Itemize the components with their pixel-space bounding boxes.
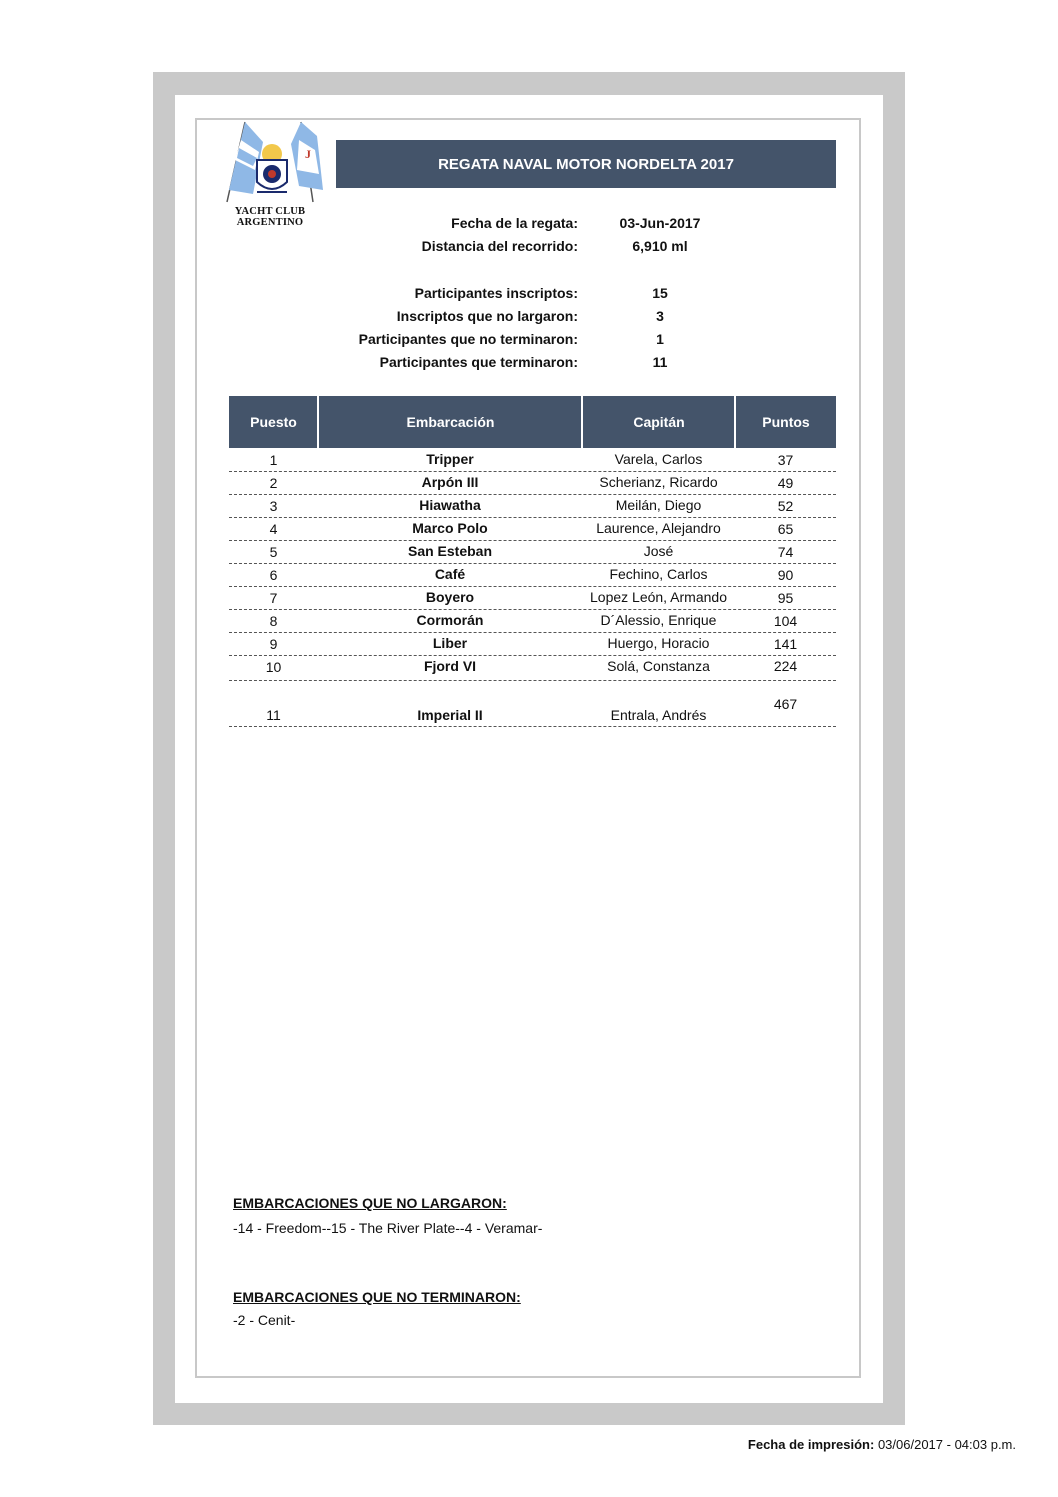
page-title: REGATA NAVAL MOTOR NORDELTA 2017 bbox=[336, 140, 836, 188]
cell-puntos: 90 bbox=[777, 567, 794, 583]
no-largaron-title: EMBARCACIONES QUE NO LARGARON: bbox=[233, 1195, 507, 1211]
info-value-fecha: 03-Jun-2017 bbox=[619, 215, 701, 231]
cell-puntos: 49 bbox=[777, 475, 794, 491]
info-value-terminaron: 11 bbox=[652, 354, 668, 370]
cell-embarcacion: Hiawatha bbox=[419, 497, 481, 513]
info-value-no-largaron: 3 bbox=[656, 308, 664, 324]
cell-puesto: 3 bbox=[269, 498, 278, 514]
cell-puntos: 467 bbox=[773, 696, 798, 712]
cell-puesto: 2 bbox=[269, 475, 278, 491]
cell-puesto: 6 bbox=[269, 567, 278, 583]
table-row bbox=[229, 586, 836, 610]
table-row bbox=[229, 471, 836, 495]
info-value-inscriptos: 15 bbox=[652, 285, 668, 301]
cell-capitan: Lopez León, Armando bbox=[590, 589, 727, 605]
table-row bbox=[229, 655, 836, 681]
club-name: YACHT CLUB ARGENTINO bbox=[234, 206, 306, 228]
cell-puesto: 8 bbox=[269, 613, 278, 629]
header-puntos: Puntos bbox=[734, 396, 836, 448]
yacht-club-logo bbox=[205, 120, 340, 220]
no-largaron-text: -14 - Freedom--15 - The River Plate--4 - Veramar- bbox=[233, 1220, 543, 1236]
cell-puesto: 11 bbox=[266, 707, 281, 723]
cell-embarcacion: Liber bbox=[432, 635, 468, 651]
cell-puntos: 95 bbox=[777, 590, 794, 606]
table-row bbox=[229, 540, 836, 564]
cell-puesto: 7 bbox=[269, 590, 278, 606]
cell-puesto: 10 bbox=[265, 659, 282, 675]
cell-embarcacion: San Esteban bbox=[407, 543, 493, 559]
cell-puntos: 65 bbox=[777, 521, 794, 537]
cell-embarcacion: Arpón III bbox=[421, 474, 479, 490]
table-row bbox=[229, 632, 836, 656]
cell-capitan: Fechino, Carlos bbox=[609, 566, 708, 582]
print-date-label: Fecha de impresión: bbox=[747, 1437, 875, 1452]
no-terminaron-text: -2 - Cenit- bbox=[233, 1312, 296, 1328]
cell-puntos: 37 bbox=[777, 452, 794, 468]
no-terminaron-title: EMBARCACIONES QUE NO TERMINARON: bbox=[233, 1289, 521, 1305]
print-date bbox=[748, 1437, 1016, 1452]
cell-puntos: 74 bbox=[777, 544, 794, 560]
cell-embarcacion: Café bbox=[434, 566, 466, 582]
cell-puesto: 1 bbox=[269, 452, 278, 468]
info-label-no-terminaron: Participantes que no terminaron: bbox=[358, 331, 578, 347]
table-row bbox=[229, 494, 836, 518]
cell-puntos: 104 bbox=[773, 613, 798, 629]
cell-puesto: 5 bbox=[269, 544, 278, 560]
cell-puesto: 9 bbox=[269, 636, 278, 652]
cell-embarcacion: Marco Polo bbox=[412, 520, 488, 536]
print-date-value: 03/06/2017 - 04:03 p.m. bbox=[877, 1437, 1016, 1452]
cell-capitan: Laurence, Alejandro bbox=[596, 520, 721, 536]
table-row bbox=[229, 563, 836, 587]
header-puesto: Puesto bbox=[250, 414, 297, 430]
cell-puesto: 4 bbox=[269, 521, 278, 537]
info-label-fecha: Fecha de la regata: bbox=[451, 215, 578, 231]
cell-capitan: Solá, Constanza bbox=[607, 658, 710, 674]
document-border bbox=[195, 118, 861, 1378]
cell-capitan: Meilán, Diego bbox=[615, 497, 702, 513]
cell-puntos: 224 bbox=[773, 658, 798, 674]
cell-capitan: Scherianz, Ricardo bbox=[599, 474, 718, 490]
cell-embarcacion: Tripper bbox=[426, 451, 474, 467]
results-table-header bbox=[229, 396, 836, 448]
svg-text:J: J bbox=[305, 147, 311, 161]
table-row bbox=[229, 517, 836, 541]
cell-embarcacion: Cormorán bbox=[416, 612, 484, 628]
info-value-distancia: 6,910 ml bbox=[632, 238, 688, 254]
info-value-no-terminaron: 1 bbox=[656, 331, 664, 347]
cell-capitan: José bbox=[643, 543, 674, 559]
cell-embarcacion: Fjord VI bbox=[423, 658, 477, 674]
table-row bbox=[229, 448, 836, 472]
info-label-inscriptos: Participantes inscriptos: bbox=[414, 285, 578, 301]
cell-puntos: 52 bbox=[777, 498, 794, 514]
info-label-no-largaron: Inscriptos que no largaron: bbox=[396, 308, 578, 324]
cell-puntos: 141 bbox=[773, 636, 798, 652]
info-label-terminaron: Participantes que terminaron: bbox=[379, 354, 578, 370]
table-row bbox=[229, 680, 836, 727]
cell-capitan: D´Alessio, Enrique bbox=[600, 612, 717, 628]
info-label-distancia: Distancia del recorrido: bbox=[421, 238, 578, 254]
header-capitan: Capitán bbox=[581, 396, 735, 448]
cell-embarcacion: Imperial II bbox=[417, 707, 483, 723]
header-embarcacion: Embarcación bbox=[317, 396, 582, 448]
cell-embarcacion: Boyero bbox=[425, 589, 475, 605]
cell-capitan: Entrala, Andrés bbox=[610, 707, 707, 723]
cell-capitan: Varela, Carlos bbox=[614, 451, 703, 467]
cell-capitan: Huergo, Horacio bbox=[607, 635, 710, 651]
table-row bbox=[229, 609, 836, 633]
